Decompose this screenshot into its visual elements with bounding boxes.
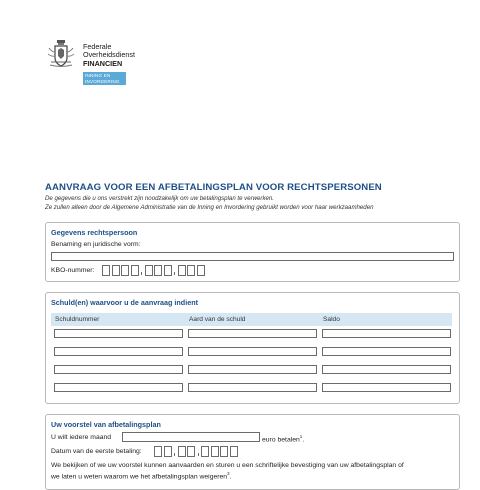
- debts-table-header: [51, 313, 452, 326]
- debt-type-cell[interactable]: [188, 383, 317, 392]
- dept-line1: INNING EN: [85, 73, 111, 78]
- table-row: [54, 365, 451, 374]
- proposal-section-title: Uw voorstel van afbetalingsplan: [51, 420, 161, 429]
- column-header-balance: Saldo: [323, 316, 340, 323]
- monthly-suffix-end: .: [302, 436, 305, 444]
- kbo-digit[interactable]: [112, 265, 120, 276]
- kbo-digit[interactable]: [197, 265, 205, 276]
- date-digit[interactable]: [211, 446, 219, 457]
- kbo-digit[interactable]: [178, 265, 186, 276]
- department-badge: [83, 72, 126, 85]
- org-name-line2: Overheidsdienst: [83, 50, 135, 60]
- table-row: [54, 383, 451, 392]
- date-digit[interactable]: [187, 446, 195, 457]
- first-payment-date-field[interactable]: [154, 446, 239, 457]
- company-name-field[interactable]: [51, 252, 454, 261]
- kbo-digit[interactable]: [164, 265, 172, 276]
- document-title: AANVRAAG VOOR EEN AFBETALINGSPLAN VOOR RECHTSPERSONEN: [45, 182, 382, 193]
- date-digit[interactable]: [230, 446, 238, 457]
- date-digit[interactable]: [154, 446, 162, 457]
- monthly-amount-field[interactable]: [122, 432, 260, 442]
- column-header-debt-type: Aard van de schuld: [189, 316, 246, 323]
- monthly-suffix-text: euro betalen: [262, 436, 300, 444]
- dept-line2: INVORDERING: [85, 78, 120, 84]
- footnote-1: 1: [299, 434, 303, 439]
- table-row: [54, 329, 451, 338]
- balance-cell[interactable]: [322, 347, 451, 356]
- debt-number-cell[interactable]: [54, 365, 183, 374]
- date-digit[interactable]: [164, 446, 172, 457]
- kbo-digit[interactable]: [102, 265, 110, 276]
- debt-number-cell[interactable]: [54, 329, 183, 338]
- first-payment-label: Datum van de eerste betaling:: [51, 448, 142, 455]
- balance-cell[interactable]: [322, 329, 451, 338]
- proposal-section: [45, 414, 460, 490]
- balance-cell[interactable]: [322, 365, 451, 374]
- kbo-digit[interactable]: [131, 265, 139, 276]
- date-separator: [197, 446, 200, 457]
- kbo-digit[interactable]: [121, 265, 129, 276]
- debt-type-cell[interactable]: [188, 347, 317, 356]
- kbo-digit[interactable]: [187, 265, 195, 276]
- kbo-separator: [140, 265, 143, 276]
- document-subtitle-1: De gegevens die u ons verstrekt zijn noodzakelijk om uw betalingsplan te verwerken.: [45, 195, 274, 202]
- kbo-digit[interactable]: [145, 265, 153, 276]
- company-data-section: [45, 222, 460, 282]
- date-digit[interactable]: [201, 446, 209, 457]
- debts-section-title: Schuld(en) waarvoor u de aanvraag indient: [51, 298, 198, 307]
- balance-cell[interactable]: [322, 383, 451, 392]
- table-row: [54, 347, 451, 356]
- column-header-debt-number: Schuldnummer: [55, 316, 100, 323]
- org-name-line1: Federale: [83, 42, 112, 51]
- monthly-amount-label: U wilt iedere maand: [51, 434, 112, 441]
- company-section-title: Gegevens rechtspersoon: [51, 228, 138, 237]
- kbo-number-label: KBO-nummer:: [51, 267, 95, 274]
- kbo-digit[interactable]: [154, 265, 162, 276]
- kbo-number-field[interactable]: [102, 265, 206, 276]
- org-name-line3: FINANCIEN: [83, 58, 123, 68]
- document-subtitle-2: Ze zullen alleen door de Algemene Administratie van de Inning en Invordering gebruikt worden voor haar werkzaamheden: [45, 204, 374, 211]
- debt-number-cell[interactable]: [54, 383, 183, 392]
- company-name-label: Benaming en juridische vorm:: [51, 241, 141, 248]
- footnote-2: 2: [227, 471, 230, 476]
- note-line2-text: we laten u weten waarom we het afbetalingsplan weigeren: [51, 473, 228, 481]
- proposal-note-line2: [51, 471, 231, 480]
- debt-number-cell[interactable]: [54, 347, 183, 356]
- monthly-amount-suffix: [262, 434, 304, 443]
- coat-of-arms-logo-icon: [46, 38, 76, 70]
- note-line2-end: .: [229, 473, 232, 481]
- debt-type-cell[interactable]: [188, 365, 317, 374]
- debt-type-cell[interactable]: [188, 329, 317, 338]
- proposal-note-line1: We bekijken of we uw voorstel kunnen aanvaarden en sturen u een schriftelijke bevestiging van uw afbetalingsplan of: [51, 462, 404, 469]
- organization-name: [83, 43, 135, 68]
- debts-section: [45, 292, 460, 404]
- date-digit[interactable]: [220, 446, 228, 457]
- date-separator: [173, 446, 176, 457]
- date-digit[interactable]: [178, 446, 186, 457]
- kbo-separator: [173, 265, 176, 276]
